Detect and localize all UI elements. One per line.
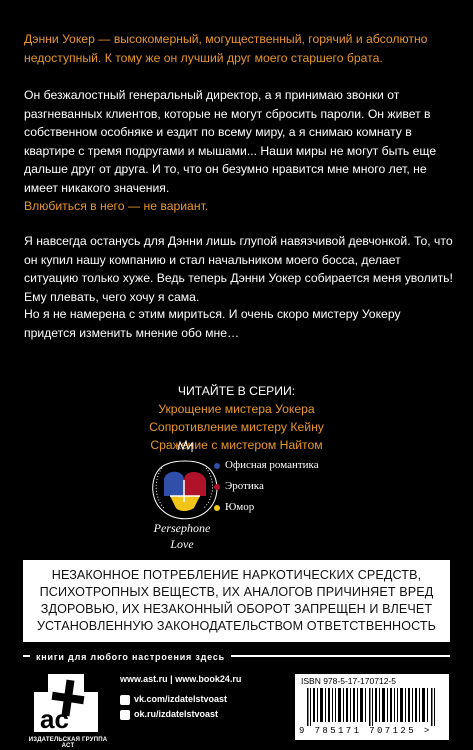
vk-link-text: vk.com/izdatelstvoast [134,694,228,704]
series-heading: ЧИТАЙТЕ В СЕРИИ: [177,384,296,398]
barcode-digits: 9 785171 707125 > [299,726,432,736]
series-title-3: Сражение с мистером Найтом [150,438,323,452]
genre-erotica [214,476,319,497]
vk-link[interactable] [120,692,241,707]
blurb-intro: Дэнни Уокер — высокомерный, могущественный, горячий и абсолютно недоступный. К тому же он лучший друг моего старшего брата. [24,32,428,65]
isbn-number: ISBN 978-5-17-170712-5 [301,676,396,686]
isbn-block [295,674,449,740]
red-dot-icon [214,484,220,490]
publisher-sites[interactable]: www.ast.ru | www.book24.ru [120,674,242,684]
tagline: книги для любого настроения здесь [30,651,231,663]
genre-label: Офисная романтика [225,459,319,471]
yellow-dot-icon [214,505,220,511]
ast-logo-icon [28,670,104,736]
blurb-paragraph-2: Я навсегда останусь для Дэнни лишь глупой навязчивой девчонкой. То, что он купил нашу компанию и стал начальником моего босса, делает ситуацию только хуже. Ведь теперь Дэнни Уокер собирается меня уволить! Ему плевать, чего хочу я сама. [24,234,453,304]
barcode-icon [307,688,439,726]
genre-label: Юмор [225,501,255,513]
publisher-links [120,672,241,722]
imprint-name [142,520,222,552]
series-title-2: Сопротивление мистеру Кейну [149,420,324,434]
publisher-subtitle: ИЗДАТЕЛЬСКАЯ ГРУППА АСТ [28,737,108,749]
blurb-paragraph-1: Он безжалостный генеральный директор, а я принимаю звонки от разгневанных клиентов, которые не могут сбросить пароли. Он живет в собственном особняке и ездит по всему миру, а я снимаю комнату в квартире с тремя подругами и мышами... Наши миры не могут быть еще дальше друг от друга. И то, что он безумно нравится мне много лет, не имеет никакого значения. [24,88,437,195]
genre-office-romance [214,455,319,476]
ok-icon [120,710,130,720]
blurb-highlight: Влюбиться в него — не вариант. [24,199,209,213]
genre-humor [214,497,319,518]
genre-legend [214,455,319,518]
imprint-line-2: Love [170,537,194,551]
genre-label: Эротика [225,480,264,492]
health-warning-box: НЕЗАКОННОЕ ПОТРЕБЛЕНИЕ НАРКОТИЧЕСКИХ СРЕДСТВ, ПСИХОТРОПНЫХ ВЕЩЕСТВ, ИХ АНАЛОГОВ ПРИЧИНЯЕТ ВРЕД ЗДОРОВЬЮ, ИХ НЕЗАКОННЫЙ ОБОРОТ ЗАПРЕЩЕН И ВЛЕЧЕТ УСТАНОВЛЕННУЮ ЗАКОНОДАТЕЛЬСТВОМ ОТВЕТСТВЕННОСТЬ [23,560,450,642]
ast-logo-text: ac [40,704,69,734]
ok-link-text: ok.ru/izdatelstvoast [134,709,219,719]
ok-link[interactable] [120,707,241,722]
vk-icon [120,695,130,705]
blurb-paragraph-3: Но я не намерена с этим мириться. И очень скоро мистеру Уокеру придется изменить мнение обо мне… [24,307,401,340]
series-title-1: Укрощение мистера Уокера [158,402,315,416]
blue-dot-icon [214,463,220,469]
imprint-line-1: Persephone [153,521,211,535]
